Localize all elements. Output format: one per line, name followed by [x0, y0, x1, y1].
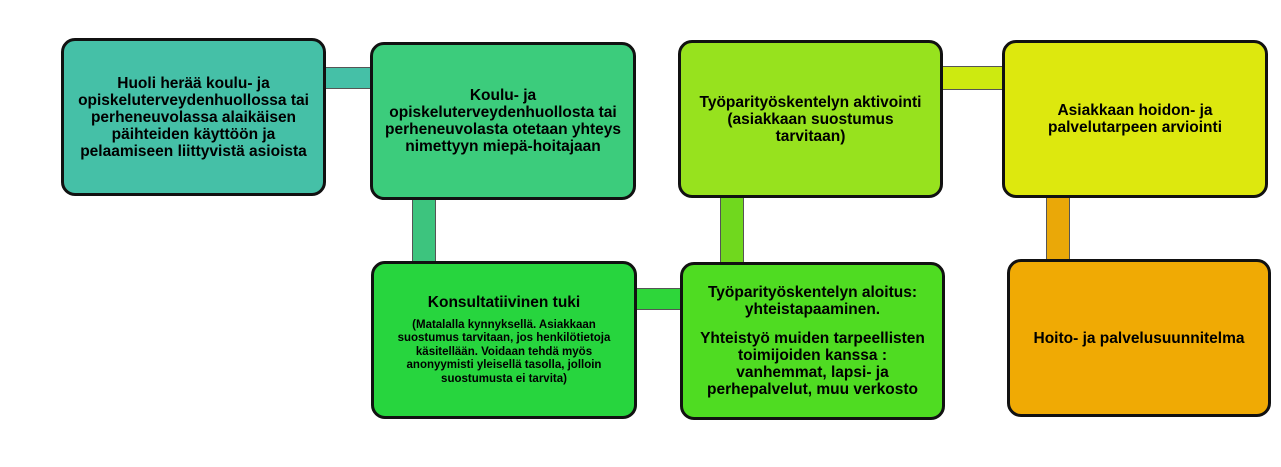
connector-b3-b4 — [940, 66, 1006, 90]
connector-b2-b5 — [412, 198, 436, 264]
box-pair-work-start-title: Työparityöskentelyn aloitus: yhteistapaaminen. — [707, 284, 917, 318]
box-care-plan-text: Hoito- ja palvelusuunnitelma — [1033, 329, 1245, 347]
box-contact-miepa-nurse — [370, 42, 636, 200]
box-pair-work-start-text: Yhteistyö muiden tarpeellisten toimijoiden kanssa : vanhemmat, lapsi- ja perhepalvelut, muu verkosto — [700, 330, 925, 398]
box-needs-assessment — [1002, 40, 1268, 198]
box-concern-arises — [61, 38, 326, 196]
connector-b6-b3 — [720, 196, 744, 264]
connector-b5-b6 — [636, 288, 684, 310]
box-needs-assessment-text: Asiakkaan hoidon- ja palvelutarpeen arviointi — [1048, 102, 1222, 136]
box-pair-work-activation — [678, 40, 943, 198]
box-pair-work-start — [680, 262, 945, 420]
box-consultative-support-text: (Matalalla kynnyksellä. Asiakkaan suostumus tarvitaan, jos henkilötietoja käsitellään. Voidaan tehdä myös anonyymisti yleisellä tasolla, jolloin suostumusta ei tarvita) — [397, 318, 611, 385]
box-contact-miepa-nurse-text: Koulu- ja opiskeluterveydenhuollosta tai perheneuvolasta otetaan yhteys nimettyyn miepä-hoitajaan — [384, 87, 622, 155]
box-consultative-support — [371, 261, 637, 419]
box-consultative-support-title: Konsultatiivinen tuki — [427, 293, 581, 311]
box-concern-arises-text: Huoli herää koulu- ja opiskeluterveydenhuollossa tai perheneuvolassa alaikäisen päihteiden käyttöön ja pelaamiseen liittyvistä asioista — [78, 74, 309, 160]
box-pair-work-activation-text: Työparityöskentelyn aktivointi (asiakkaan suostumus tarvitaan) — [699, 93, 922, 145]
connector-b4-b7 — [1046, 196, 1070, 262]
box-care-plan — [1007, 259, 1271, 417]
connector-b1-b2 — [322, 67, 374, 89]
